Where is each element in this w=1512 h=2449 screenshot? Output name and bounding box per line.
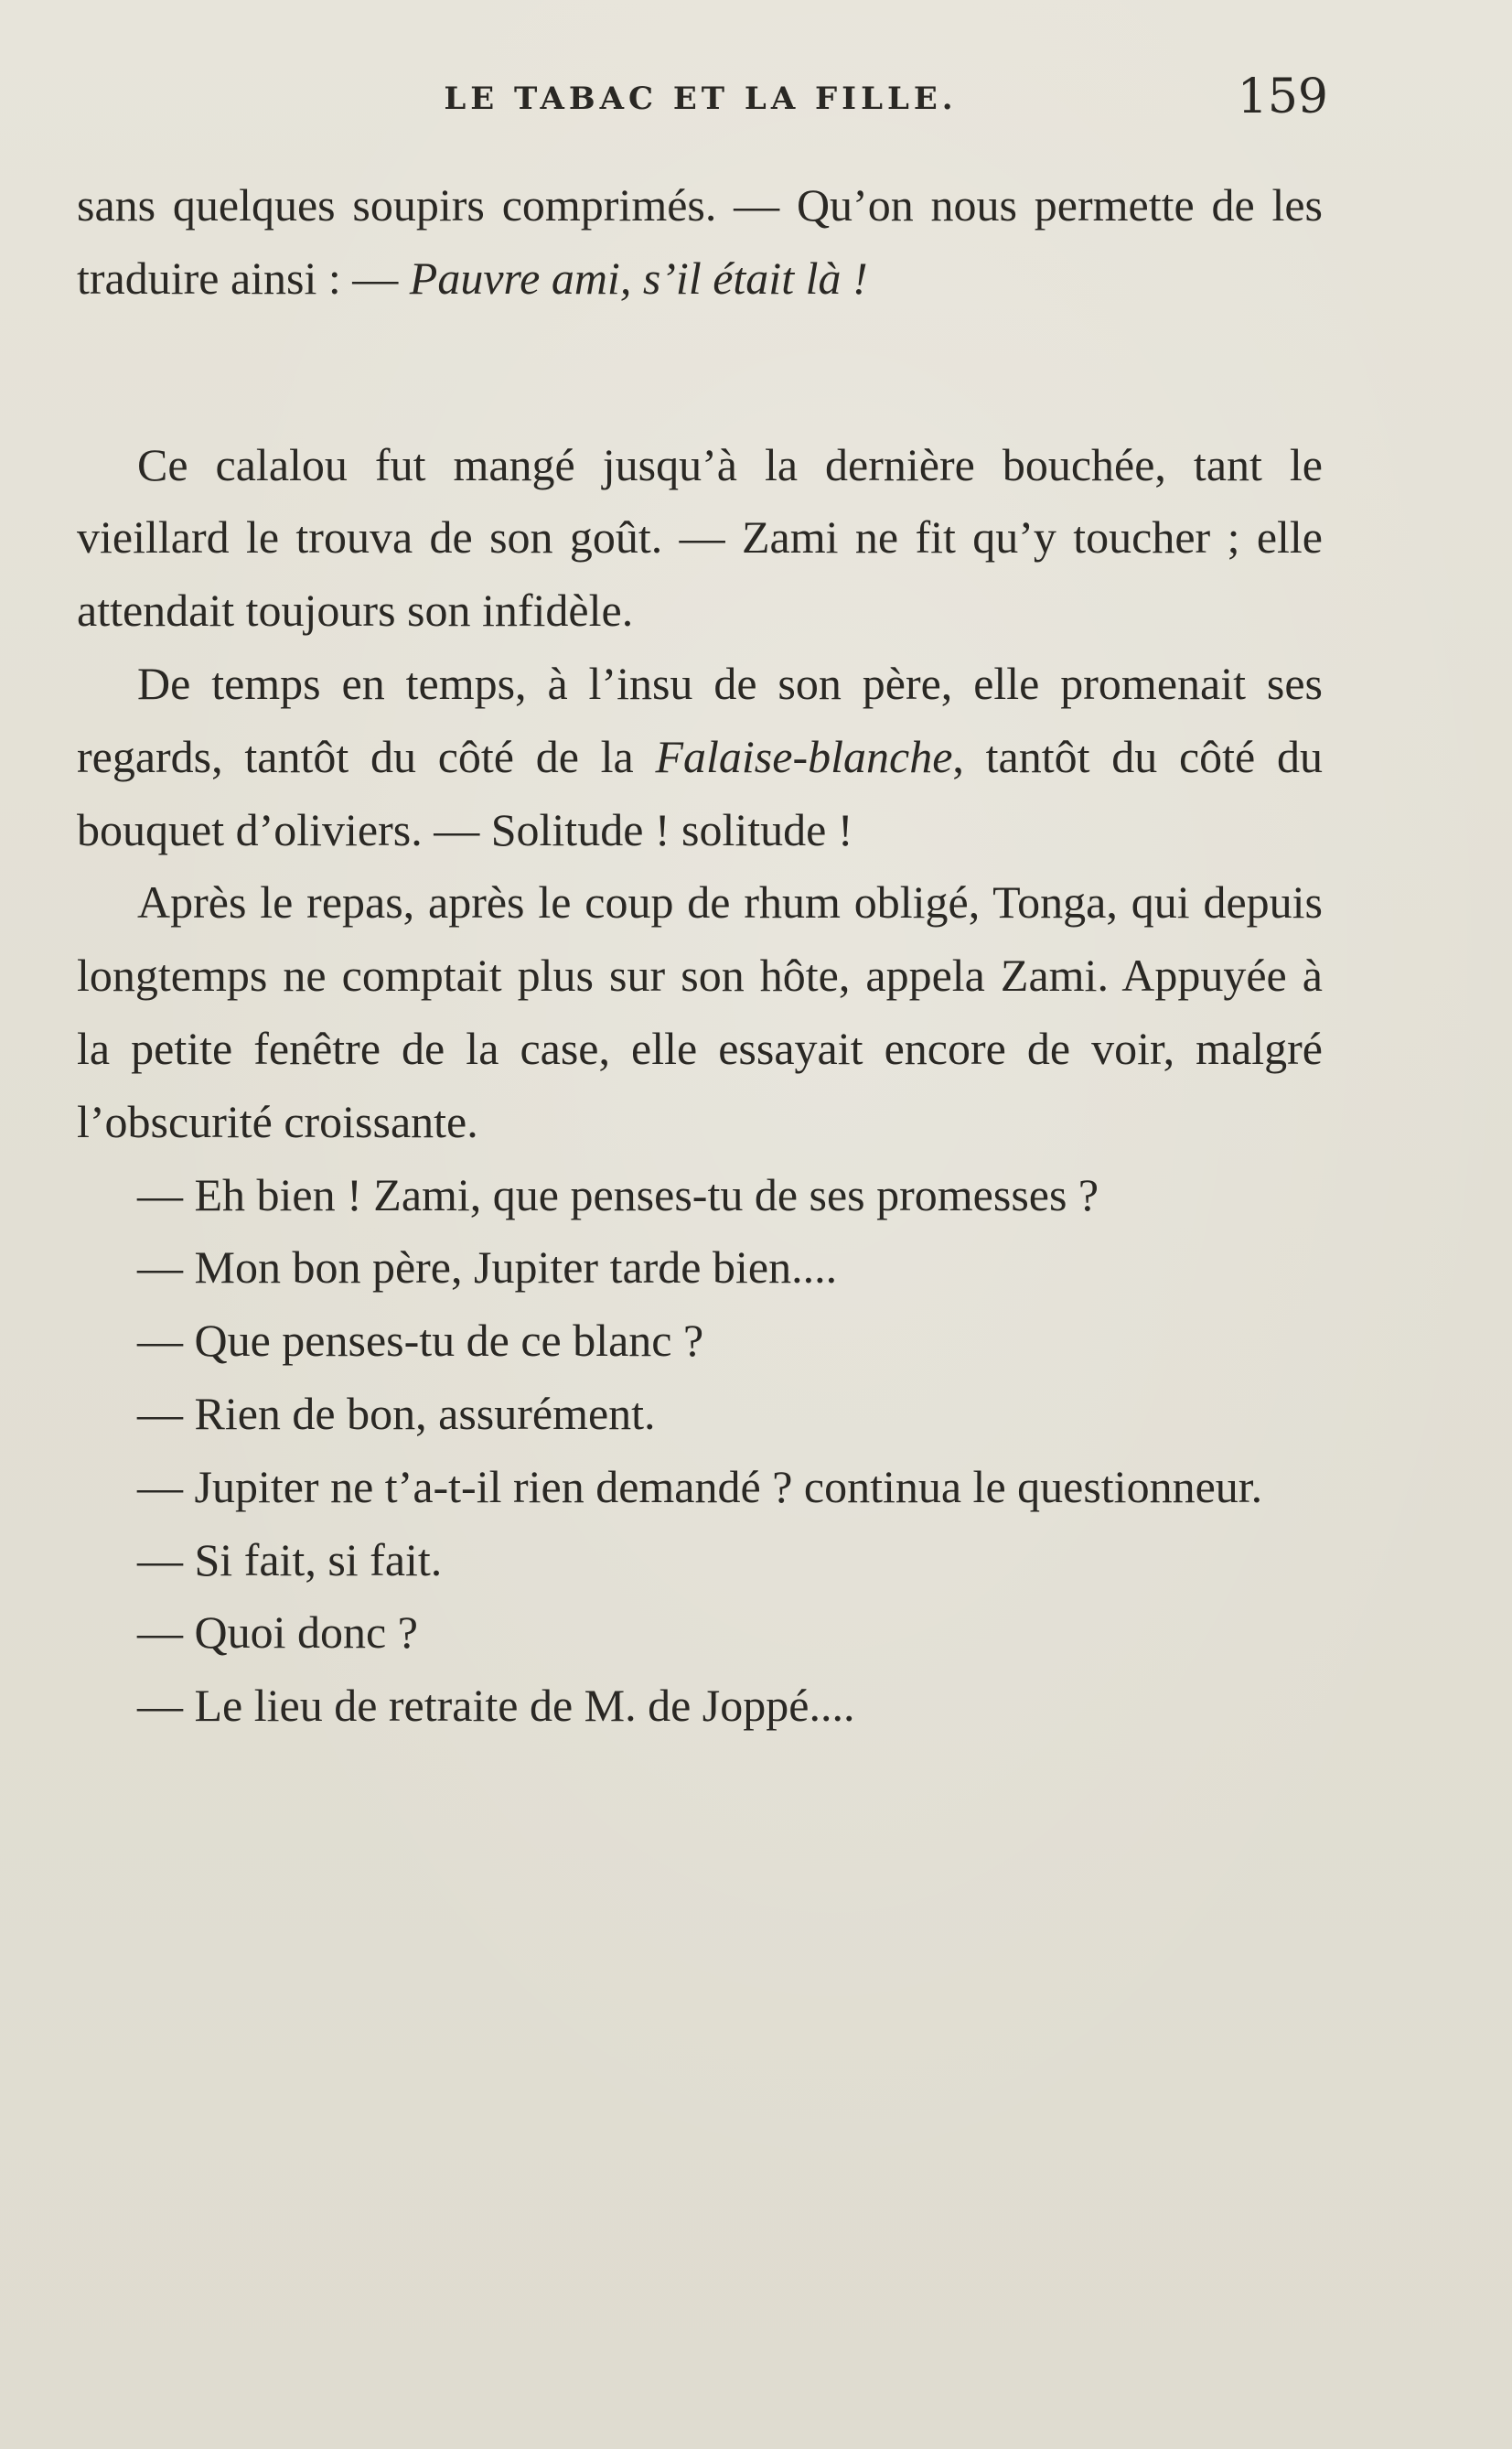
paragraph-4: Après le repas, après le coup de rhum obligé, Tonga, qui depuis longtemps ne comptait plus sur son hôte, appela Zami. Appuyée à la petite fenêtre de la case, elle essayait encore de voir, malgré l’obscurité croissante.	[77, 876, 1323, 1147]
paragraph-2: Ce calalou fut mangé jusqu’à la dernière bouchée, tant le vieillard le trouva de son goût. — Zami ne fit qu’y toucher ; elle attendait toujours son infidèle.	[77, 438, 1323, 637]
running-title: LE TABAC ET LA FILLE.	[444, 81, 958, 117]
paragraph-12: — Le lieu de retraite de M. de Joppé....	[137, 1680, 855, 1732]
paragraph-1	[77, 169, 1323, 316]
paragraph-5: — Eh bien ! Zami, que penses-tu de ses promesses ?	[137, 1168, 1099, 1220]
paragraph-1-text: sans quelques soupirs comprimés. — Qu’on nous permette de les traduire ainsi : —	[77, 179, 1323, 304]
paragraph-3-italic: Falaise-blanche	[655, 730, 953, 782]
paragraph-10: — Si fait, si fait.	[137, 1533, 443, 1585]
page-number: 159	[1237, 70, 1328, 124]
paragraph-1-italic: Pauvre ami, s’il était là !	[409, 252, 868, 304]
section-gap	[77, 316, 1323, 429]
paragraph-3	[77, 648, 1323, 866]
paragraph-8: — Rien de bon, assurément.	[137, 1387, 656, 1439]
paragraph-7: — Que penses-tu de ce blanc ?	[137, 1315, 704, 1367]
paragraph-3-text-b: , tantôt du côté du bouquet d’oliviers. — Solitude ! solitude !	[77, 730, 1323, 855]
page-header	[79, 70, 1328, 130]
paragraph-9: — Jupiter ne t’a-t-il rien demandé ? continua le questionneur.	[137, 1460, 1263, 1512]
body-text	[77, 169, 1323, 1743]
paragraph-11: — Quoi donc ?	[137, 1606, 418, 1659]
paragraph-6: — Mon bon père, Jupiter tarde bien....	[137, 1241, 838, 1294]
paragraph-3-text-a: De temps en temps, à l’insu de son père, elle promenait ses regards, tantôt du côté de la	[77, 657, 1323, 782]
